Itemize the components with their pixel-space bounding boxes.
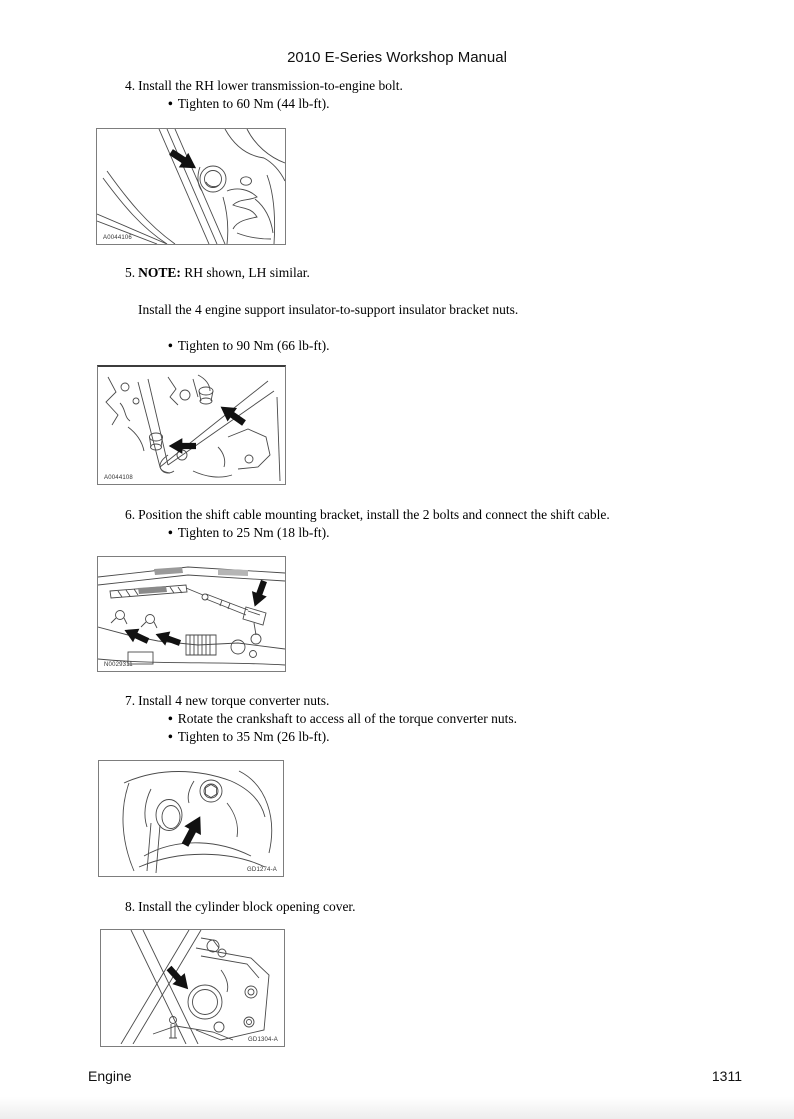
bullet-glyph: •	[168, 338, 173, 353]
cylinder-block-illustration	[101, 930, 284, 1044]
bullet-item: • Rotate the crankshaft to access all of the torque converter nuts.	[168, 711, 517, 726]
bullet-glyph: •	[168, 729, 173, 744]
bullet-glyph: •	[168, 711, 173, 726]
figure-id-label: A0044106	[103, 235, 132, 241]
figure-engine-support-insulator	[97, 365, 286, 485]
page-footer	[88, 1068, 742, 1084]
bullet-item: • Tighten to 35 Nm (26 lb-ft).	[168, 729, 330, 744]
footer-page-number: 1311	[711, 1068, 742, 1084]
engine-support-illustration	[98, 367, 285, 482]
step-7-bullets	[168, 710, 725, 746]
step-4-bullets	[168, 95, 725, 113]
step-7	[125, 692, 725, 746]
figure-transmission-bolt	[96, 128, 286, 245]
step-6	[125, 506, 725, 542]
step-number: 4.	[125, 78, 136, 93]
step-number: 6.	[125, 507, 136, 522]
step-6-text: 6. Position the shift cable mounting bracket, install the 2 bolts and connect the shift cable.	[125, 507, 610, 522]
torque-converter-illustration	[99, 761, 283, 876]
step-number: 8.	[125, 899, 136, 914]
step-5	[125, 264, 725, 355]
step-5-paragraph: Install the 4 engine support insulator-to-support insulator bracket nuts.	[138, 302, 519, 317]
step-8-text: 8. Install the cylinder block opening cover.	[125, 899, 356, 914]
page-title: 2010 E-Series Workshop Manual	[287, 49, 507, 66]
shift-cable-illustration	[98, 557, 285, 669]
step-4	[125, 77, 725, 113]
step-5-text: 5. NOTE: RH shown, LH similar.	[125, 265, 310, 280]
step-6-bullets	[168, 524, 725, 542]
figure-id-label: A0044108	[104, 475, 133, 481]
page-bottom-shadow	[0, 1097, 794, 1119]
step-number: 5.	[125, 265, 136, 280]
pointer-arrow-bolt-left	[121, 623, 151, 648]
figure-cylinder-block-cover	[100, 929, 285, 1047]
step-4-text: 4. Install the RH lower transmission-to-engine bolt.	[125, 78, 403, 93]
step-5-bullets	[168, 337, 725, 355]
note-label: NOTE:	[138, 265, 181, 280]
bullet-item: • Tighten to 90 Nm (66 lb-ft).	[168, 338, 330, 353]
footer-section-title: Engine	[88, 1068, 132, 1084]
figure-id-label: GD1274-A	[247, 867, 277, 873]
bullet-item: • Tighten to 60 Nm (44 lb-ft).	[168, 96, 330, 111]
step-7-text: 7. Install 4 new torque converter nuts.	[125, 693, 330, 708]
pointer-arrow-cable	[247, 578, 271, 609]
bullet-glyph: •	[168, 525, 173, 540]
bullet-glyph: •	[168, 96, 173, 111]
pointer-arrow-bolt-right	[153, 627, 183, 650]
step-8	[125, 898, 725, 916]
figure-torque-converter-nut	[98, 760, 284, 877]
bullet-item: • Tighten to 25 Nm (18 lb-ft).	[168, 525, 330, 540]
step-number: 7.	[125, 693, 136, 708]
pointer-arrow-upper	[216, 400, 249, 430]
figure-id-label: GD1304-A	[248, 1037, 278, 1043]
transmission-bolt-illustration	[97, 129, 285, 244]
figure-id-label: N0029311	[104, 662, 133, 668]
pointer-arrow-lower	[169, 438, 196, 454]
figure-shift-cable-bracket	[97, 556, 286, 672]
